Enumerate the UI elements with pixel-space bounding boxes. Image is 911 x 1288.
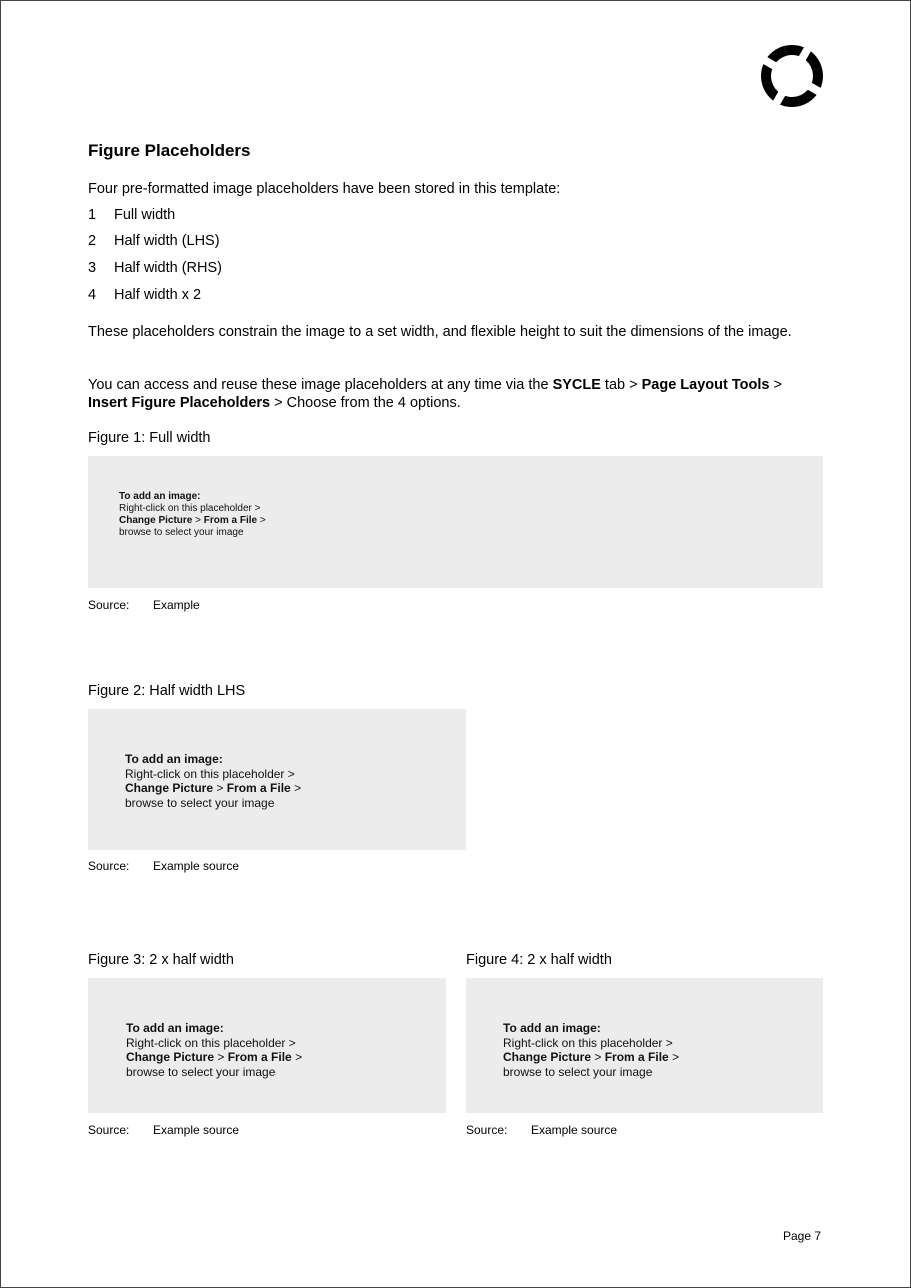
list-label: Half width (LHS) [114,233,220,249]
page-layout-tools-ref: Page Layout Tools [641,377,770,393]
placeholder-instructions: To add an image: Right-click on this placeholder > Change Picture > From a File > browse to select your image [119,491,266,538]
list-number: 1 [88,207,97,223]
placeholder-instructions: To add an image: Right-click on this placeholder > Change Picture > From a File > browse to select your image [503,1021,680,1079]
figure-2-title: Figure 2: Half width LHS [88,683,246,699]
figure-3-title: Figure 3: 2 x half width [88,952,234,968]
page-number: Page 7 [783,1229,822,1243]
figure-1-title: Figure 1: Full width [88,430,211,446]
placeholder-instructions: To add an image: Right-click on this placeholder > Change Picture > From a File > browse to select your image [126,1021,303,1079]
figure-3-placeholder[interactable] [88,978,446,1113]
figure-1-placeholder[interactable] [88,456,823,588]
page-heading: Figure Placeholders [88,141,251,160]
access-paragraph: You can access and reuse these image placeholders at any time via the SYCLE tab > Page Layout Tools > Insert Figure Placeholders > Choose from the 4 options. [88,377,782,411]
insert-figure-placeholders-ref: Insert Figure Placeholders [88,395,271,411]
list-number: 2 [88,233,97,249]
figure-3-source: Source: Example source [88,1123,240,1137]
cycle-logo-icon [757,41,827,111]
list-label: Half width x 2 [114,287,202,303]
list-number: 3 [88,260,97,276]
list-item [88,233,220,249]
constrain-paragraph: These placeholders constrain the image to a set width, and flexible height to suit the dimensions of the image. [88,324,792,340]
figure-4-placeholder[interactable] [466,978,823,1113]
list-item [88,207,175,223]
figure-4-title: Figure 4: 2 x half width [466,952,612,968]
list-label: Full width [114,207,176,223]
figure-2-placeholder[interactable] [88,709,466,850]
list-item [88,260,222,276]
intro-paragraph: Four pre-formatted image placeholders have been stored in this template: [88,181,561,197]
list-number: 4 [88,287,97,303]
placeholder-instructions: To add an image: Right-click on this placeholder > Change Picture > From a File > browse to select your image [125,752,302,810]
figure-4-source: Source: Example source [466,1123,618,1137]
list-label: Half width (RHS) [114,260,222,276]
sycle-tab-ref: SYCLE [552,377,601,393]
list-item [88,287,201,303]
figure-1-source: Source: Example [88,598,200,612]
figure-2-source: Source: Example source [88,859,240,873]
